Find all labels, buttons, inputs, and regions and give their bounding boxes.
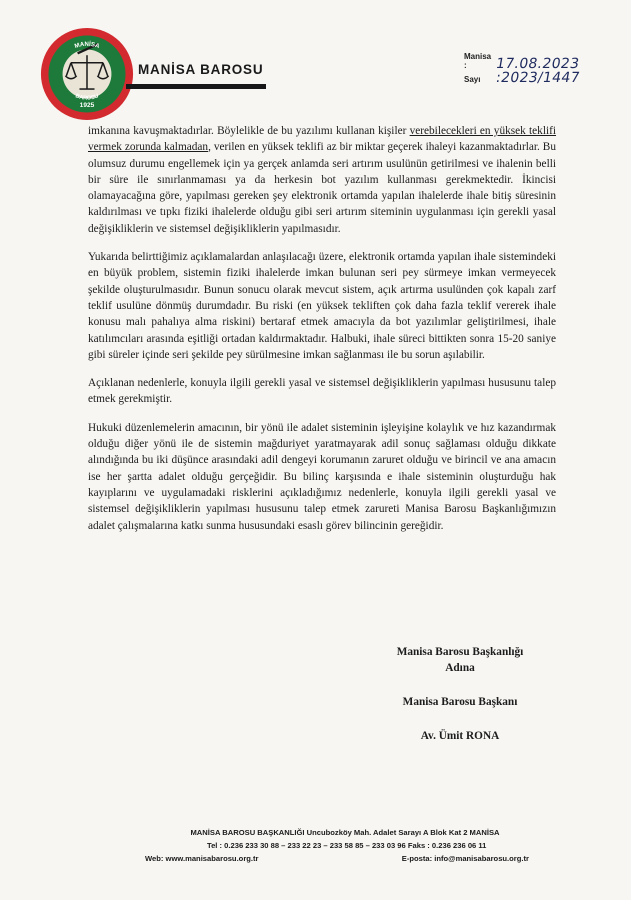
brand-name: MANİSA BAROSU (138, 62, 264, 77)
signature-block (330, 644, 590, 744)
seal-year: 1925 (79, 101, 95, 109)
footer-tel-value: : 0.236 233 30 88 – 233 22 23 – 233 58 85 – 233 03 96 (217, 841, 408, 850)
paragraph-1 (88, 123, 556, 237)
footer-address-line (145, 826, 545, 839)
letterhead-footer (145, 826, 545, 865)
footer-phone-line (145, 839, 545, 852)
number-row (464, 70, 580, 88)
footer-web-line (145, 852, 545, 865)
footer-email-label: E-posta: (401, 854, 433, 863)
footer-address: Uncubozköy Mah. Adalet Sarayı A Blok Kat 2 MANİSA (304, 828, 500, 837)
seal-text-bottom: BAROSU (74, 93, 100, 102)
seal-text-top: MANİSA (73, 40, 101, 51)
footer-email-link[interactable]: info@manisabarosu.org.tr (432, 854, 529, 863)
signature-name: Av. Ümit RONA (420, 730, 500, 742)
document-meta (464, 52, 580, 88)
paragraph-2: Yukarıda belirttiğimiz açıklamalardan anlaşılacağı üzere, elektronik ortamda yapılan ihale sistemindeki en büyük problem, sistemin fiziki ihalelerde imkan bulunan seri pey sürmeye imkan vermeyecek şekilde oluşturulmasıdır. Bunun sonucu olarak mevcut sistem, açık artırma usulünden çok kapalı zarf teklif usulüne dönmüş durumdadır. Bu riski (en yüksek tekliften çok daha fazla teklif vererek ihale konusu malı pahalıya alma riskini) bertaraf etmek amacıyla da bot yazılımlar geliştirilmesi, ihale katılımcıları arasında eşitliği ortadan kaldırmaktadır. Halbuki, ihale süreci bittikten sonra 15-20 saniye gibi süreler içinde seri şekilde pey sürülmesine imkan sağlanması ile bu sorun aşılabilir. (88, 251, 556, 361)
number-value: :2023/1447 (494, 70, 582, 86)
underlined-phrase: verebilecekleri en yüksek teklifi vermek zorunda kalmadan (88, 125, 557, 154)
footer-fax-label: Faks (407, 841, 426, 850)
signature-line-2: Adına (445, 662, 475, 674)
signature-line-3: Manisa Barosu Başkanı (402, 696, 518, 708)
footer-fax-value: : 0.236 236 06 11 (425, 841, 487, 850)
paragraph-3: Açıklanan nedenlerle, konuyla ilgili gerekli yasal ve sistemsel değişikliklerin yapılması hususunu talep etmek gerekmiştir. (88, 377, 556, 406)
date-row (464, 52, 580, 70)
footer-web-link[interactable]: www.manisabarosu.org.tr (163, 854, 259, 863)
paragraph-1-end: , verilen en yüksek teklifi az bir miktar geçerek ihaleyi kazanmaktadırlar. Bu olumsuz durumu engellemek için ya gerçek anlamda seri artırım usulünün getirilmesi ve ihalenin belli bir süre ile sınırlanmaması ya da herkesin bot yazılım kullanması gerekmektedir. İkincisi olamayacağına göre, yapılması gereken şey elektronik ortamda yapılan ihalelerde ihale bitiş süresinin kaldırılması ve tıpkı fiziki ihalelerde olduğu gibi seri artırım siteminin uygulanması için gerekli yasal değişikliklerin ve sistemsel değişikliklerin yapılmasıdır. (88, 141, 556, 235)
paragraph-1-start: imkanına kavuşmaktadırlar. Böylelikle de bu yazılımı kullanan kişiler (88, 125, 410, 137)
bar-association-seal-icon (40, 27, 134, 121)
footer-tel-label: Tel (207, 841, 218, 850)
number-label: Sayı (464, 75, 481, 84)
footer-org: MANİSA BAROSU BAŞKANLIĞI (190, 828, 305, 837)
footer-web-label: Web: (145, 854, 164, 863)
letter-body (88, 123, 556, 546)
paragraph-4: Hukuki düzenlemelerin amacının, bir yönü ile adalet sisteminin işleyişine kolaylık ve hız kazandırmak olduğu diğer yönü ile de sistemin mağduriyet yaratmayarak adil sonuç sağlaması olduğu dikkate alındığında bu iki düşünce arasındaki adil dengeyi korumanın zaruret olduğu ve birincil ve ana amacın ise her şartta adalet olduğu gerçeğidir. Bu bilinç karşısında e ihale sisteminin oluşturduğu hak kayıplarını ve uygulamadaki risklerini açıkladığımız nedenlerle, konuyla ilgili gerekli yasal ve sistemsel değişikliklerin yapılması hususunu talep etmek zarureti Manisa Barosu Başkanlığımızın adalet çalışmalarına katkı sunma hususundaki esaslı görev bilincinin gereğidir. (88, 421, 556, 532)
signature-line-1: Manisa Barosu Başkanlığı (396, 646, 524, 658)
date-label: Manisa : (464, 52, 492, 70)
brand-underline (126, 84, 266, 89)
date-value: 17.08.2023 (494, 56, 581, 72)
